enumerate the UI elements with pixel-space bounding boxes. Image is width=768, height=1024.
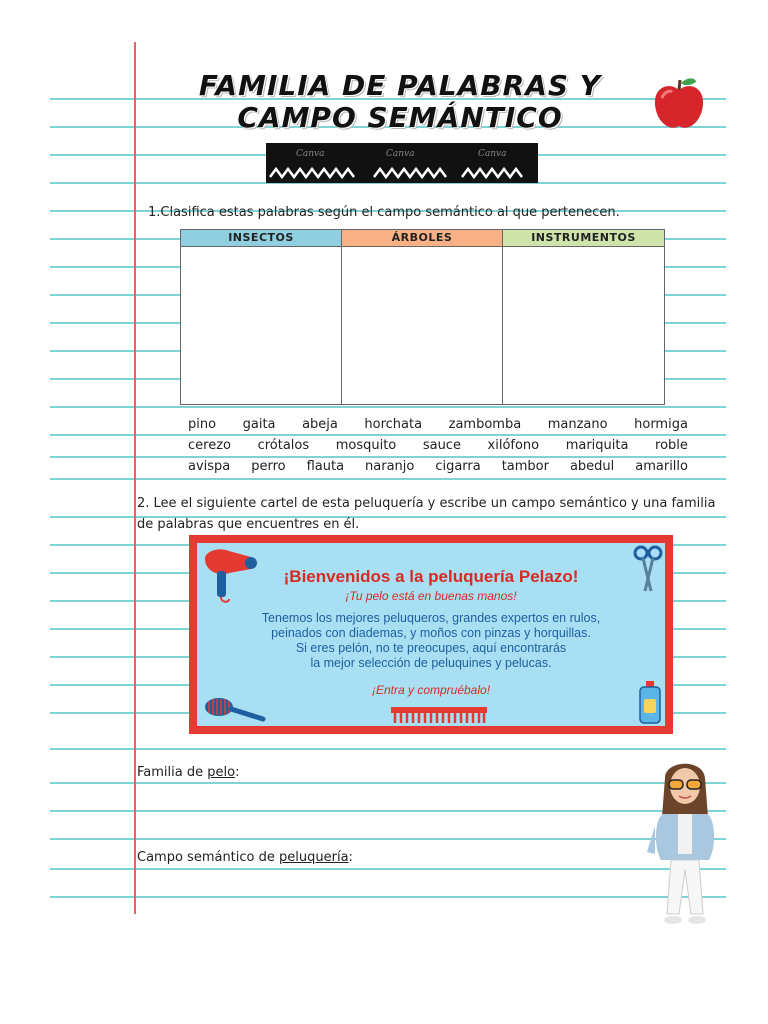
- word-item: avispa: [188, 459, 231, 474]
- ruled-line: [50, 868, 726, 870]
- answer-campo-field[interactable]: [350, 849, 630, 868]
- word-item: zambomba: [448, 417, 522, 432]
- answer-familia-word: pelo: [207, 765, 236, 780]
- ruled-line: [50, 478, 726, 480]
- word-item: manzano: [547, 417, 608, 432]
- answer-campo-word: peluquería: [279, 850, 349, 865]
- ruled-line: [50, 406, 726, 408]
- word-item: abeja: [302, 417, 338, 432]
- table-column-instrumentos[interactable]: [503, 230, 664, 404]
- avatar-girl: [645, 756, 725, 934]
- table-column-arboles[interactable]: [342, 230, 503, 404]
- table-column-insectos[interactable]: [181, 230, 342, 404]
- banner-word: Canva: [478, 149, 507, 159]
- word-item: mariquita: [565, 438, 629, 453]
- exercise-2-instruction-line-1: 2. Lee el siguiente cartel de esta peluquería y escribe un campo semántico y una familia: [137, 496, 716, 511]
- classification-table: [180, 229, 665, 405]
- title-line-1: FAMILIA DE PALABRAS Y: [198, 69, 602, 102]
- table-header: ÁRBOLES: [342, 230, 502, 247]
- poster-body-line: la mejor selección de peluquines y pelucas.: [310, 656, 552, 670]
- word-item: cerezo: [188, 438, 231, 453]
- word-item: naranjo: [365, 459, 415, 474]
- comb-icon: [391, 707, 487, 725]
- exercise-2-instruction-line-2: de palabras que encuentres en él.: [137, 517, 360, 532]
- word-item: perro: [251, 459, 286, 474]
- margin-line: [134, 42, 136, 914]
- poster-subtitle: ¡Tu pelo está en buenas manos!: [345, 589, 517, 603]
- exercise-1-instruction: 1.Clasifica estas palabras según el campo semántico al que pertenecen.: [148, 205, 620, 220]
- brush-icon: [201, 695, 267, 723]
- word-item: hormiga: [634, 417, 688, 432]
- ruled-line: [50, 748, 726, 750]
- word-item: roble: [655, 438, 688, 453]
- decorative-banner: [266, 143, 538, 183]
- poster-title: ¡Bienvenidos a la peluquería Pelazo!: [283, 567, 579, 586]
- ruled-line: [50, 896, 726, 898]
- banner-word: Canva: [386, 149, 415, 159]
- page-title: [150, 70, 650, 134]
- word-item: mosquito: [335, 438, 397, 453]
- poster-body-line: Si eres pelón, no te preocupes, aquí encontrarás: [295, 641, 567, 655]
- answer-campo-label: Campo semántico de peluquería:: [137, 850, 353, 865]
- poster-panel: [197, 543, 665, 726]
- poster-body-line: Tenemos los mejores peluqueros, grandes expertos en rulos,: [261, 611, 601, 625]
- word-item: xilófono: [487, 438, 540, 453]
- poster-footer: ¡Entra y compruébalo!: [371, 683, 491, 697]
- poster-body-line: peinados con diademas, y moños con pinzas y horquillas.: [271, 626, 591, 640]
- word-item: abedul: [569, 459, 615, 474]
- apple-icon: [652, 76, 706, 132]
- word-item: pino: [188, 417, 217, 432]
- word-item: amarillo: [635, 459, 688, 474]
- banner-word: Canva: [296, 149, 325, 159]
- table-header: INSECTOS: [181, 230, 341, 247]
- ruled-line: [50, 810, 726, 812]
- word-item: flauta: [306, 459, 345, 474]
- answer-familia-label: Familia de pelo:: [137, 765, 240, 780]
- poster-body: [197, 611, 665, 671]
- word-item: horchata: [364, 417, 423, 432]
- word-bank: [188, 414, 688, 477]
- word-row: [188, 435, 688, 456]
- word-item: crótalos: [257, 438, 310, 453]
- word-row: [188, 456, 688, 477]
- answer-familia-field[interactable]: [234, 764, 634, 783]
- table-header: INSTRUMENTOS: [503, 230, 664, 247]
- spray-bottle-icon: [637, 681, 663, 725]
- word-item: cigarra: [435, 459, 481, 474]
- word-item: gaita: [242, 417, 276, 432]
- title-line-2: CAMPO SEMÁNTICO: [237, 101, 563, 134]
- word-row: [188, 414, 688, 435]
- ruled-line: [50, 838, 726, 840]
- word-item: tambor: [501, 459, 549, 474]
- word-item: sauce: [422, 438, 461, 453]
- salon-poster: [189, 535, 673, 734]
